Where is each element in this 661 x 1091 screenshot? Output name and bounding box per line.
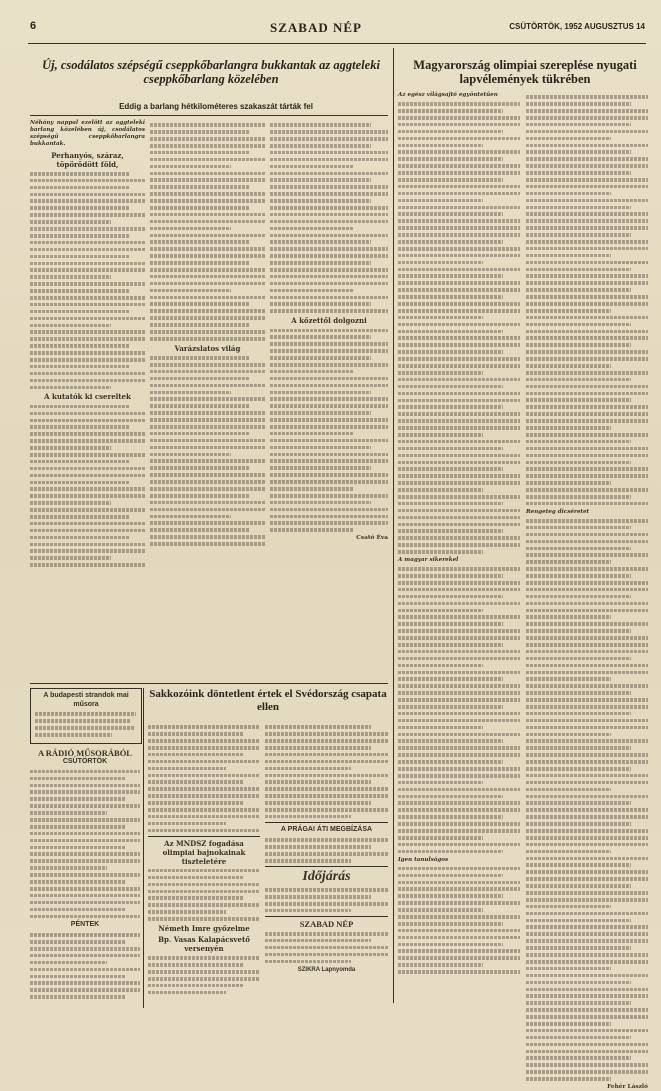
chess-sub-bp: Németh Imre győzelme <box>158 923 250 933</box>
issue-date: CSÜTÖRTÖK, 1952 AUGUSZTUS 14 <box>509 22 645 31</box>
prague-notice-title: A PRÁGAI ÁTI MEGBÍZÁSA <box>280 826 373 834</box>
olympic-subhead-b: Igen tanulságos <box>398 856 449 863</box>
cave-section-title-2: A kutatók ki csereltek <box>44 392 131 402</box>
masthead-rule <box>28 43 646 44</box>
radio-program <box>30 748 140 1008</box>
column-divider-lower <box>143 688 144 1008</box>
imprint-title: SZABAD NÉP <box>299 918 354 929</box>
cave-signature: Csató Éva <box>356 535 388 542</box>
chess-sub-vasas: Bp. Vasas Kalapácsvető versenyén <box>158 934 250 953</box>
cave-section-title-1: Perhanyós, száraz, töpörödött föld, <box>51 150 124 169</box>
cave-lead: Néhány nappal ezelőtt az aggteleki barlang közelében új, csodálatos szépségű cseppkőbarlangra bukkantak. <box>30 120 145 147</box>
headline-rule <box>30 115 388 116</box>
radio-day: CSÜTÖRTÖK <box>62 758 108 765</box>
cave-column-3 <box>270 120 388 680</box>
column-divider <box>393 48 394 1003</box>
budapest-box <box>30 688 142 744</box>
cave-section-title-3: Varázslatos világ <box>174 343 241 353</box>
olympic-subhead-c: Rengeteg dicséretet <box>526 508 590 515</box>
page-number: 6 <box>30 20 37 32</box>
olympic-headline: Magyarország olimpiai szereplése nyugati lapvélemények tükrében <box>413 58 637 86</box>
olympic-column-2 <box>526 92 648 1090</box>
cave-section-title-4: A kőzettől dolgozni <box>291 316 367 326</box>
radio-day-2: PÉNTEK <box>70 921 100 929</box>
cave-column-2 <box>150 120 265 680</box>
masthead <box>0 20 661 42</box>
cave-headline: Új, csodálatos szépségű cseppkőbarlangra bukkantak az aggteleki cseppkőbarlang közelében <box>42 58 380 86</box>
olympic-subhead-a: A magyar sikerekel <box>398 556 459 563</box>
chess-headline: Sakkozóink döntetlent értek el Svédország csapata ellen <box>149 688 387 713</box>
olympic-column-1 <box>398 92 520 1007</box>
cave-subheadline: Eddig a barlang hétkilométeres szakaszát tárták fel <box>119 102 313 111</box>
radio-title: A RÁDIÓ MŰSORÁBÓL <box>38 748 132 758</box>
chess-column-1 <box>148 722 260 1007</box>
paper-name: SZABAD NÉP <box>270 20 362 35</box>
chess-column-2 <box>265 722 388 1007</box>
chess-sub-mndsz: Az MNDSZ fogadása olimpiai bajnokainak tiszteletére <box>148 836 260 866</box>
cave-column-1 <box>30 120 145 680</box>
press-name: SZIKRA Lapnyomda <box>297 967 356 974</box>
budapest-box-title: A budapesti strandok mai műsora <box>43 692 129 708</box>
weather-title: Időjárás <box>302 868 351 884</box>
lower-section-rule <box>30 683 388 684</box>
olympic-signature: Fehér László <box>607 1083 648 1090</box>
olympic-lead: Az egész világsajtó egyöntetűen <box>398 92 498 98</box>
